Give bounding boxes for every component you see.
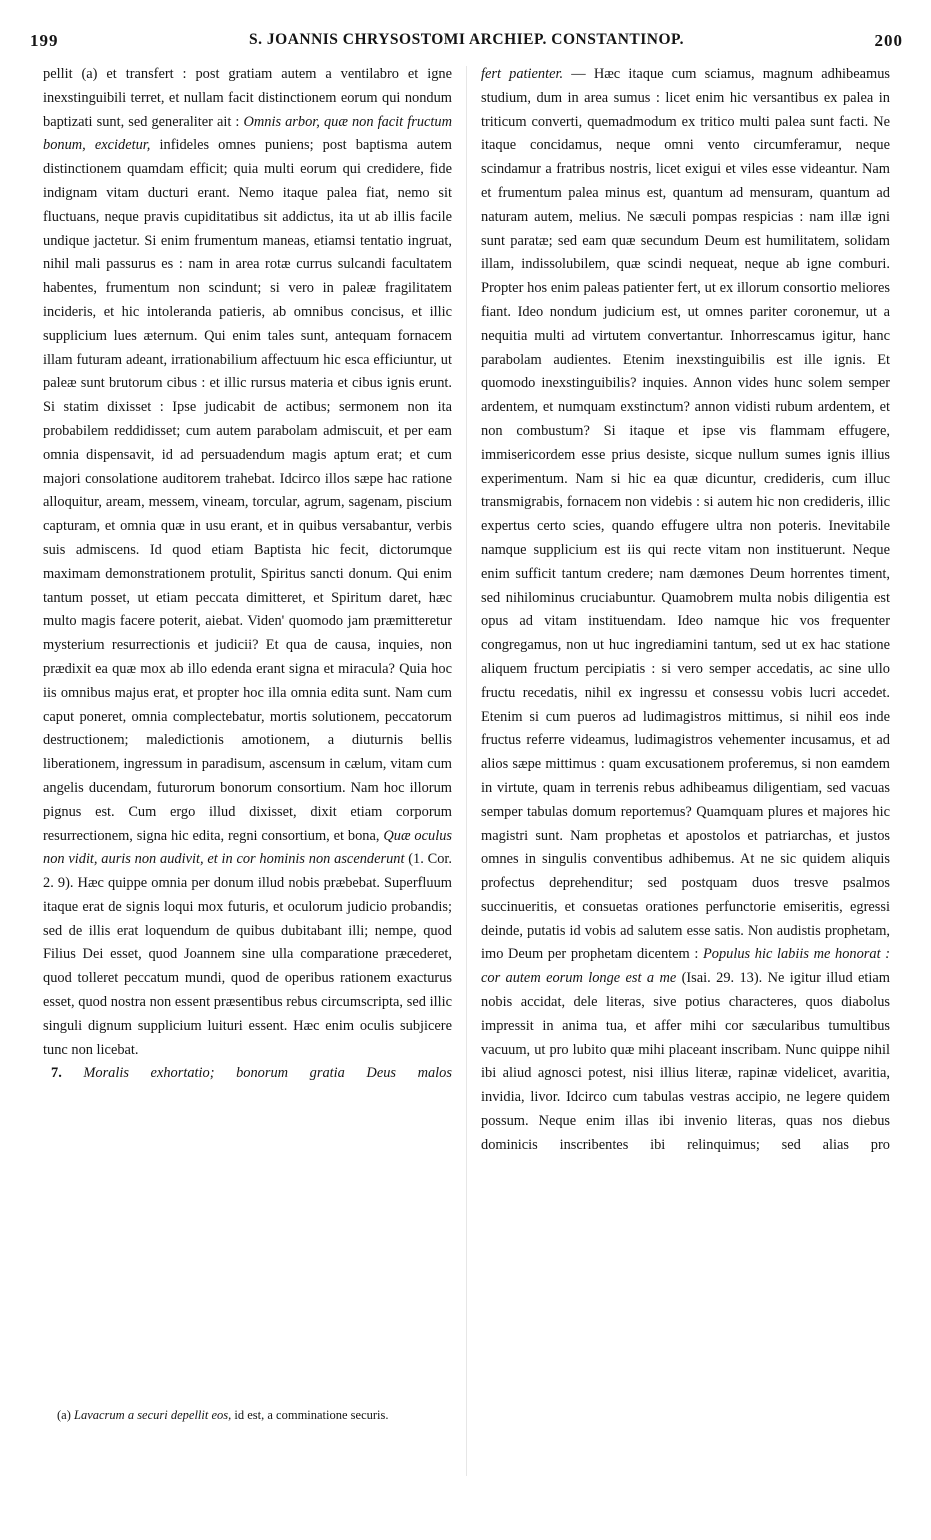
- scripture-quote: Omnis arbor, quæ non facit fructum bonum, excidetur,: [43, 113, 452, 154]
- text-run: — Hæc itaque cum sciamus, magnum adhibeamus studium, dum in area sumus : licet enim hic versantibus ex palea in triticum converti, quemadmodum ex tritico multi palea sunt facti. Ne itaque concidamus, neque omni vento circumferamur, neque scindamur a fratribus nostris, licet exigui et viles esse videantur. Nam et frumentum palea minus est, quantum ad mensuram, quantum ad naturam autem, melius. Ne sæculi pompas respicias : nam illæ igni sunt paratæ; sed eam quæ secundum Deum est humilitatem, solidam illam, indissolubilem, quæ scindi nequeat, neque ab igne comburi. Propter hos enim paleas patienter fert, ut ex illorum consortio meliores fiant. Ideo nondum judicium est, ut omnes pariter coronemur, ut a nequitia multi ad virtutem convertantur. Inhorrescamus igitur, hanc parabolam audientes. Etenim inexstinguibilis est ille ignis. Et quomodo inexstinguibilis? inquies. Annon vides hunc solem semper ardentem, et numquam exstinctum? annon vidisti rubum ardentem, et non combustum? Si itaque et ipse vis flammam effugere, immisericordem esse prius desiste, sicque nullum sumes ignis illius experimentum. Nam si hic ea quæ dicuntur, credideris, cum illuc transmigrabis, fornacem non videbis : si autem hic non credideris, illic expertus certo scies, quando effugere ultra non poteris. Inevitabile namque supplicium est iis qui recte vitam non instituerunt. Neque enim sufficit tantum credere; nam dæmones Deum horrentes timent, sed nihilominus cruciabuntur. Quamobrem multa nobis diligentia est opus ad vitam instituendam. Ideo namque hic vos frequenter congregamus, non ut huc ingrediamini tantum, sed ut ex hac statione aliquem fructum percipiatis : si vero semper accedatis, ac sine ullo fructu recedatis, nihil ex ingressu et consessu vobis lucri accedet. Etenim si cum pueros ad ludimagistros mittimus, si nihil eos inde fructus referre videamus, ludimagistros vehementer incusamus, et ad alios sæpe mittimus : quam excusationem proferemus, si non eamdem in virtute, quam in terrenis rebus adhibeamus diligentiam, sed vacuas semper tabulas domum reportemus? Quamquam plures et majores hic magistri sunt. Nam prophetas et apostolos et patriarchas, et justos omnes in singulis conventibus adhibemus. At ne sic quidem aliquis profectus deprehenditur; sed postquam duos tresve psalmos succinueritis, et consuetas orationes perfunctorie emiseritis, egressi deinde, putatis id vobis ad salutem esse satis. Non audistis prophetam, imo Deum per prophetam dicentem :: [481, 66, 890, 963]
- scripture-quote: Quæ oculus non vidit, auris non audivit, et in cor hominis non ascenderunt: [43, 827, 452, 868]
- text-run: infideles omnes puniens; post baptisma autem distinctionem quamdam efficit; quia multi eorum qui credidere, fide indignam vitam ducturi erant. Nemo itaque palea fiat, nemo sit fluctuans, neque pravis cupiditatibus sit addictus, ita ut ab illis facile undique jactetur. Si enim frumentum maneas, etiamsi tentatio ingruat, nihil mali passurus es : nam in area rotæ currus sulcandi facultatem habentes, frumentum non scindunt; si vero in paleæ fragilitatem incideris, et hic intoleranda patieris, ab omnibus concisus, et illic supplicium lues æternum. Qui enim tales sunt, antequam fornacem illam futuram adeant, irrationabilium affectuum hic esca efficiuntur, ut paleæ sunt brutorum cibus : et illic rursus materia et cibus ignis erunt. Si statim dixisset : Ipse judicabit de actibus; sermonem non ita probabilem reddidisset; cum autem parabolam admiscuit, et per eam omnia dispensavit, id ad persuadendum magis aptum erat; et cum majori consolatione auditorem trahebat. Idcirco illos sæpe hac ratione alloquitur, aream, messem, vineam, torcular, agrum, sagenam, piscium capturam, et omnia quæ in usu erant, et in quibus versabantur, verbis suis admiscens. Id quod etiam Baptista hic fecit, dictorumque maximam demonstrationem protulit, Spiritus sancti donum. Qui enim tantum posset, ut etiam peccata dimitteret, et Spiritum daret, hæc multo magis facere poterit, aiebat. Viden' quomodo jam præmitteretur mysterium resurrectionis et judicii? Et qua de causa, inquies, non prædixit ea quæ mox ab illo edenda erant signa et miracula? Quia hoc iis omnibus majus erat, et propter hoc illa omnia edita sunt. Nam cum caput poneret, omnia complectebatur, mortis solutionem, peccatorum destructionem; maledictionis amotionem, a diuturnis bellis liberationem, ingressum in paradisum, ascensum in cælum, vitam cum angelis ducendam, futurorum bonorum consortium. Nam hoc illorum pignus est. Cum ergo illud dixisset, dixit etiam corporum resurrectionem, signa hic edita, regni consortium, et bona,: [43, 137, 452, 844]
- text-run: (Isai. 29. 13). Ne igitur illud etiam nobis accidat, dele literas, sive potius characteres, quos diabolus impressit in anima tua, et affer mihi cor sæcularibus tumultibus vacuum, ut pro lubito quæ mihi placeant inscribam. Nunc quippe nihil ibi aliud agnosci potest, nisi illius literæ, rapinæ videlicet, avaritia, invidia, livor. Idcirco cum tabulas vestras accipio, ne legere quidem possum. Neque enim illas ibi invenio literas, quas nos diebus dominicis inscribentes ibi relinquimus; sed alias pro: [481, 970, 891, 1153]
- page-header: [30, 31, 903, 57]
- footnote-italic-text: Lavacrum a securi depellit eos,: [74, 1408, 232, 1422]
- column-gutter: [466, 66, 467, 1476]
- right-column: [481, 63, 890, 1158]
- section-title: Moralis exhortatio; bonorum gratia Deus malos: [83, 1065, 452, 1082]
- left-column-paragraph: [43, 63, 452, 1062]
- text-run: (1. Cor. 2. 9). Hæc quippe omnia per donum illud nobis præbebat. Superfluum itaque erat de signis loqui mox futuris, et oculorum judicio probandis; sed de illis erat loquendum de quibus dubitabant illi; nempe, quod Filius Dei esset, quod Joannem sine ulla comparatione præcederet, quod tolleret peccatum mundi, quod de operibus rationem exacturus esset, quod nostra non essent præsentibus rebus circumscripta, sed illic singuli dignum supplicium luituri essent. Hæc enim oculis subjicere tunc non licebat.: [43, 851, 453, 1058]
- right-page-number: 200: [874, 31, 903, 50]
- footnote-text: id est, a comminatione securis.: [231, 1408, 389, 1422]
- section-number: 7.: [51, 1065, 62, 1082]
- left-column: [43, 63, 452, 1086]
- footnote: [43, 1407, 452, 1423]
- opening-italic: fert patienter.: [481, 66, 564, 82]
- footnote-marker: (a): [57, 1408, 71, 1422]
- section-heading: [43, 1062, 452, 1086]
- text-run: pellit (a) et transfert : post gratiam autem a ventilabro et igne inexstinguibili terret, et nullam facit distinctionem eorum qui nondum baptizati sunt, sed generaliter ait :: [43, 66, 452, 130]
- left-page-number: 199: [30, 31, 59, 50]
- scripture-quote: Populus hic labiis me honorat : cor autem eorum longe est a me: [481, 946, 891, 987]
- running-title: S. JOANNIS CHRYSOSTOMI ARCHIEP. CONSTANTINOP.: [249, 31, 684, 48]
- right-column-paragraph: [481, 63, 890, 1158]
